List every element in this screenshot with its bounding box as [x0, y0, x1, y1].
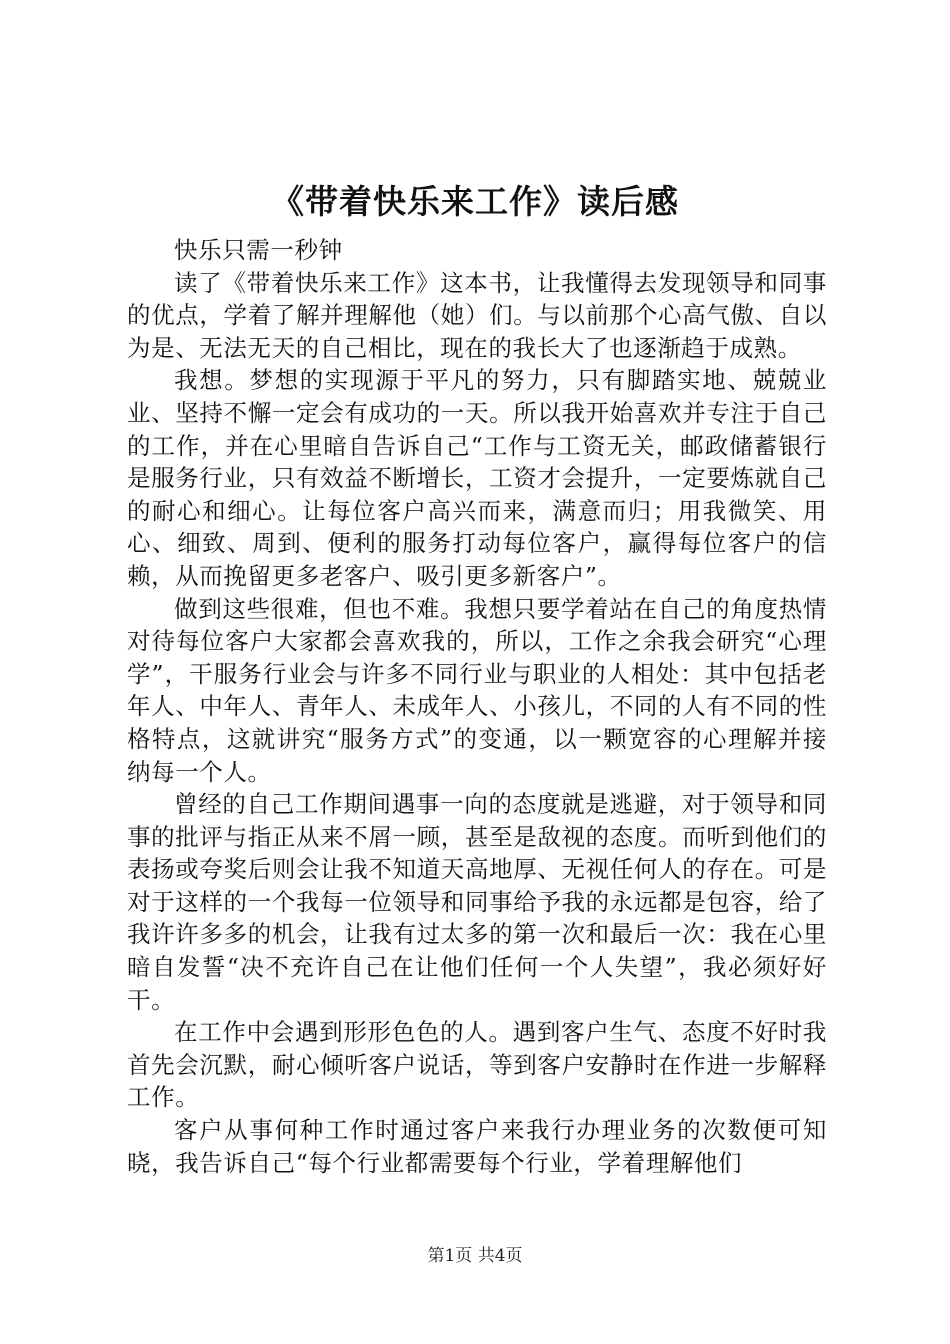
page-number-footer: 第1页 共4页 — [427, 1246, 523, 1266]
body-paragraph: 做到这些很难，但也不难。我想只要学着站在自己的角度热情对待每位客户大家都会喜欢我的，所以，工作之余我会研究“心理学”，干服务行业会与许多不同行业与职业的人相处：其中包括老年人、中年人、青年人、未成年人、小孩儿，不同的人有不同的性格特点，这就讲究“服务方式”的变通，以一颗宽容的心理解并接纳每一个人。 — [127, 594, 827, 786]
document-body — [127, 234, 827, 1179]
body-paragraph: 客户从事何种工作时通过客户来我行办理业务的次数便可知晓，我告诉自己“每个行业都需要每个行业，学着理解他们 — [127, 1116, 827, 1177]
document-title: 《带着快乐来工作》读后感 — [271, 182, 679, 221]
subtitle-paragraph: 快乐只需一秒钟 — [174, 236, 343, 264]
body-paragraph: 我想。梦想的实现源于平凡的努力，只有脚踏实地、兢兢业业、坚持不懈一定会有成功的一天。所以我开始喜欢并专注于自己的工作，并在心里暗自告诉自己“工作与工资无关，邮政储蓄银行是服务行业，只有效益不断增长，工资才会提升，一定要炼就自己的耐心和细心。让每位客户高兴而来，满意而归；用我微笑、用心、细致、周到、便利的服务打动每位客户，赢得每位客户的信赖，从而挽留更多老客户、吸引更多新客户”。 — [127, 366, 827, 590]
body-paragraph: 曾经的自己工作期间遇事一向的态度就是逃避，对于领导和同事的批评与指正从来不屑一顾，甚至是敌视的态度。而听到他们的表扬或夸奖后则会让我不知道天高地厚、无视任何人的存在。可是对于这样的一个我每一位领导和同事给予我的永远都是包容，给了我许许多多的机会，让我有过太多的第一次和最后一次：我在心里暗自发誓“决不充许自己在让他们任何一个人失望”，我必须好好干。 — [127, 790, 827, 1014]
body-paragraph: 在工作中会遇到形形色色的人。遇到客户生气、态度不好时我首先会沉默，耐心倾听客户说话，等到客户安静时在作进一步解释工作。 — [127, 1018, 827, 1112]
body-paragraph: 读了《带着快乐来工作》这本书，让我懂得去发现领导和同事的优点，学着了解并理解他（她）们。与以前那个心高气傲、自以为是、无法无天的自己相比，现在的我长大了也逐渐趋于成熟。 — [127, 268, 827, 362]
